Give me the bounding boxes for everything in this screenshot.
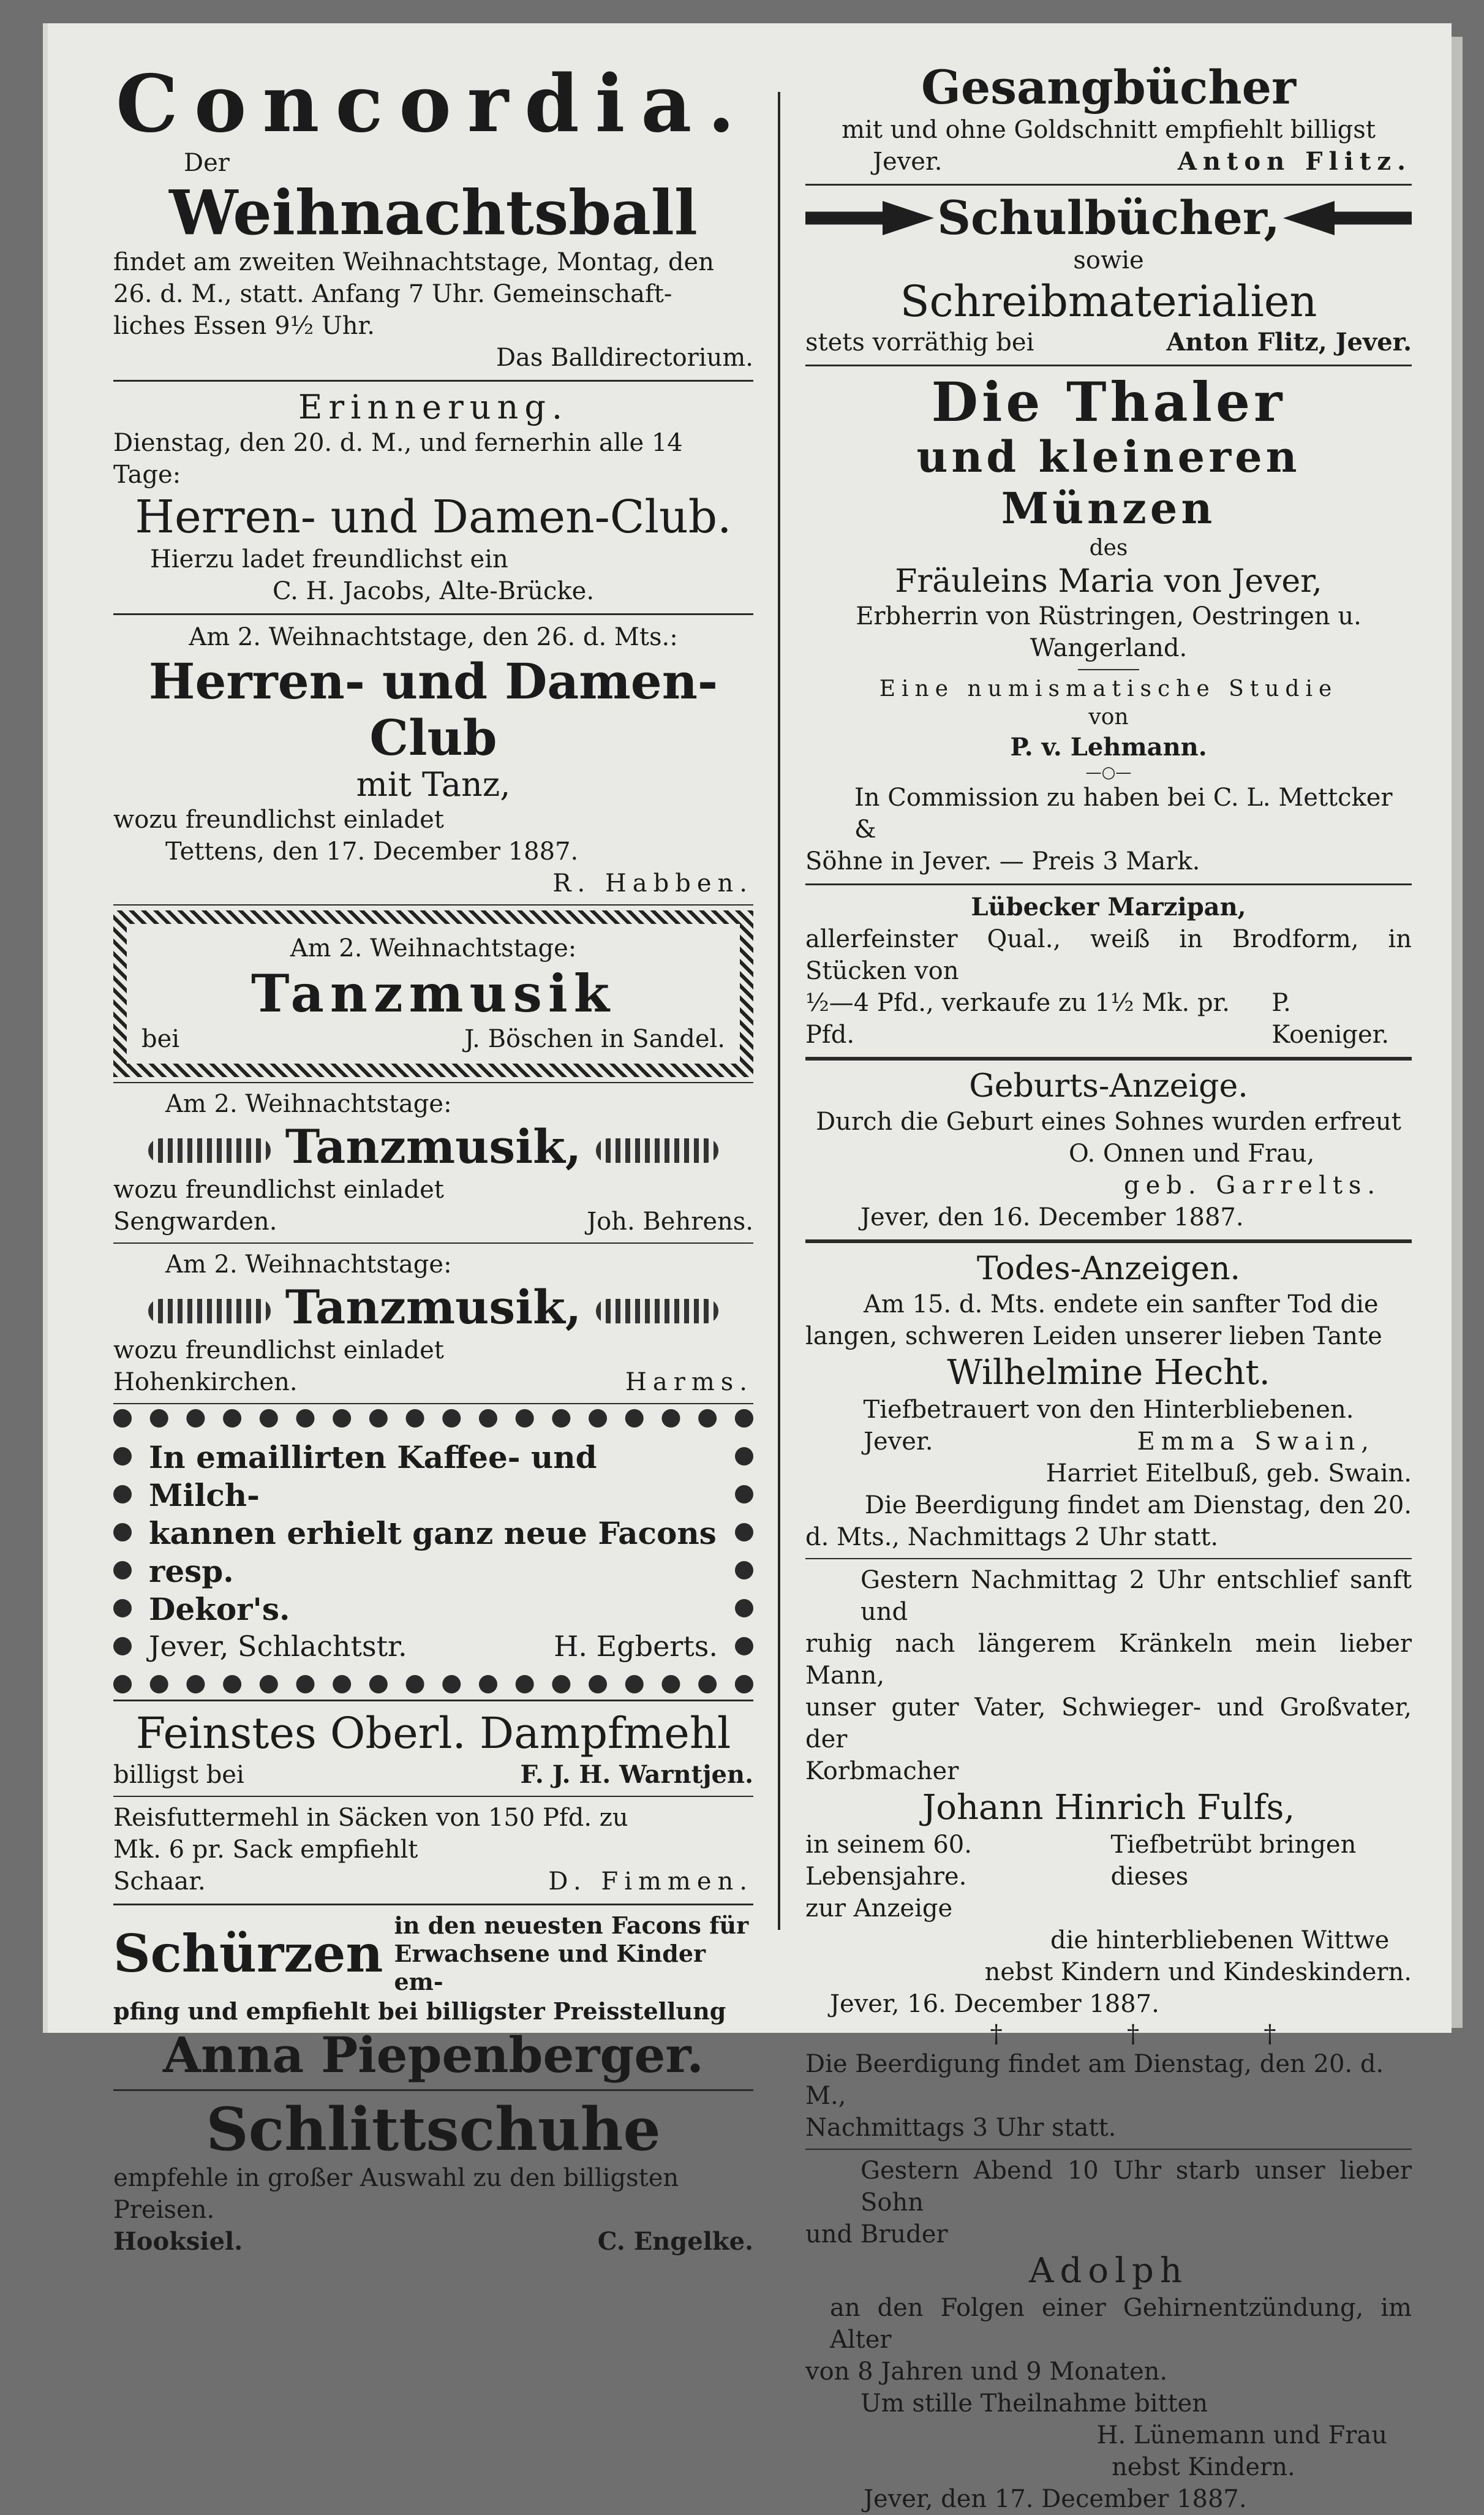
ad-hecht: [805, 1249, 1412, 1553]
divider: [113, 1082, 753, 1083]
schuerzen-line1: in den neuesten Facons für: [394, 1912, 749, 1939]
fulfs-line8: nebst Kindern und Kindeskindern.: [984, 1958, 1412, 1986]
concordia-title: Concordia.: [116, 58, 751, 150]
ad-egberts: [113, 1409, 753, 1693]
pointing-hand-left-icon: [1283, 197, 1412, 240]
divider: [805, 1558, 1412, 1559]
gesangbuecher-headline: Gesangbücher: [921, 60, 1296, 115]
hohenkirchen-signature: Harms.: [625, 1368, 753, 1396]
ad-schlittschuhe: [113, 2097, 753, 2258]
sandel-bei: bei: [141, 1025, 180, 1053]
ad-schuerzen: [113, 1912, 753, 2083]
hecht-name: Wilhelmine Hecht.: [947, 1353, 1270, 1393]
adolph-line4: von 8 Jahren und 9 Monaten.: [805, 2358, 1168, 2386]
erinnerung-signature: C. H. Jacobs, Alte-Brücke.: [272, 577, 595, 605]
divider: [113, 904, 753, 906]
divider: [113, 1700, 753, 1701]
egberts-line2: kannen erhielt ganz neue Facons resp.: [149, 1515, 717, 1589]
marzipan-line2: ½—4 Pfd., verkaufe zu 1½ Mk. pr. Pfd.: [805, 989, 1230, 1049]
short-rule: [1078, 669, 1139, 670]
adolph-line5: Um stille Theilnahme bitten: [861, 2389, 1208, 2418]
divider: [113, 1904, 753, 1905]
concordia-line1: findet am zweiten Weihnachtstage, Montag, den: [113, 248, 714, 276]
concordia-line2: 26. d. M., statt. Anfang 7 Uhr. Gemeinschaft-: [113, 280, 672, 308]
schuerzen-big: Schürzen: [113, 1923, 383, 1984]
cross-icon: †: [990, 2020, 1003, 2048]
sengwarden-signature: Joh. Behrens.: [587, 1208, 753, 1236]
fimmen-place: Schaar.: [113, 1867, 206, 1896]
hecht-place: Jever.: [864, 1428, 933, 1456]
divider: [113, 1242, 753, 1244]
schulbuecher-headline2: Schreibmaterialien: [900, 276, 1317, 327]
marzipan-line1: allerfeinster Qual., weiß in Brodform, in Stücken von: [805, 925, 1412, 985]
thaler-line1: Erbherrin von Rüstringen, Oestringen u. Wangerland.: [856, 602, 1362, 662]
left-column: [113, 58, 753, 2258]
divider: [113, 2089, 753, 2091]
ornament-left-icon: [148, 1138, 271, 1163]
fulfs-line2: ruhig nach längerem Kränkeln mein lieber Mann,: [805, 1630, 1412, 1690]
erinnerung-headline: Herren- und Damen-Club.: [135, 491, 732, 543]
divider: [113, 613, 753, 615]
geburt-place: Jever, den 16. December 1887.: [861, 1203, 1244, 1231]
divider: [805, 184, 1412, 186]
schuerzen-signature: Anna Piepenberger.: [162, 2026, 704, 2084]
adolph-line1: Gestern Abend 10 Uhr starb unser lieber Sohn: [861, 2157, 1412, 2217]
marzipan-headline: Lübecker Marzipan,: [971, 893, 1246, 921]
fulfs-line10: Nachmittags 3 Uhr statt.: [805, 2114, 1117, 2142]
tettens-sub: mit Tanz,: [356, 765, 511, 804]
geburt-line3: geb. Garrelts.: [1124, 1171, 1382, 1200]
fulfs-line4: Korbmacher: [805, 1757, 959, 1785]
fimmen-line1: Reisfuttermehl in Säcken von 150 Pfd. zu: [113, 1804, 628, 1832]
divider: [113, 1403, 753, 1404]
ad-fulfs: [805, 1564, 1412, 2144]
ad-concordia: [113, 58, 753, 374]
ad-gesangbuecher: [805, 61, 1412, 178]
divider: [805, 2149, 1412, 2150]
schlittschuhe-line1: empfehle in großer Auswahl zu den billigsten Preisen.: [113, 2164, 679, 2224]
egberts-line3: Dekor's.: [149, 1591, 290, 1627]
egberts-line1: In emaillirten Kaffee- und Milch-: [149, 1439, 597, 1513]
ad-hohenkirchen: [113, 1249, 753, 1398]
sandel-signature: J. Böschen in Sandel.: [464, 1025, 725, 1053]
sengwarden-headline: Tanzmusik,: [285, 1119, 582, 1174]
dampfmehl-signature: F. J. H. Warntjen.: [520, 1760, 753, 1789]
schulbuecher-signature: Anton Flitz, Jever.: [1166, 328, 1412, 357]
thaler-line2: Eine numismatische Studie: [879, 676, 1338, 702]
ornament-icon: —○—: [1085, 763, 1132, 782]
ornament-right-icon: [596, 1299, 718, 1323]
tettens-signature: R. Habben.: [552, 869, 753, 898]
sandel-headline: Tanzmusik: [250, 963, 616, 1024]
page-edge: [1452, 37, 1463, 2028]
erinnerung-line2: Hierzu ladet freundlichst ein: [150, 545, 508, 573]
adolph-line6: H. Lünemann und Frau: [1096, 2421, 1387, 2449]
tettens-place: Tettens, den 17. December 1887.: [165, 838, 579, 866]
ad-fimmen: [113, 1802, 753, 1897]
hecht-sig1: Emma Swain,: [1137, 1428, 1375, 1456]
fulfs-line6: zur Anzeige: [805, 1894, 953, 1923]
thaler-h1: Die Thaler: [931, 370, 1286, 434]
hecht-sig2: Harriet Eitelbuß, geb. Swain.: [1045, 1459, 1412, 1488]
adolph-line2: und Bruder: [805, 2220, 948, 2248]
hecht-line3: Tiefbetrauert von den Hinterbliebenen.: [863, 1396, 1354, 1424]
tettens-headline: Herren- und Damen-Club: [148, 652, 718, 766]
egberts-place: Jever, Schlachtstr.: [149, 1630, 407, 1663]
hecht-line2: langen, schweren Leiden unserer lieben Tante: [805, 1322, 1382, 1350]
fimmen-signature: D. Fimmen.: [548, 1867, 753, 1896]
hohenkirchen-line2: wozu freundlichst einladet: [113, 1336, 444, 1364]
concordia-signature: Das Balldirectorium.: [495, 344, 753, 372]
erinnerung-line1: Dienstag, den 20. d. M., und fernerhin alle 14 Tage:: [113, 429, 683, 489]
divider: [805, 1239, 1412, 1243]
erinnerung-title: Erinnerung.: [298, 388, 569, 426]
fulfs-name: Johann Hinrich Fulfs,: [922, 1788, 1295, 1828]
cross-icon: †: [1264, 2020, 1276, 2048]
fulfs-line5b: Tiefbetrübt bringen dieses: [1110, 1831, 1357, 1891]
ad-sengwarden: [113, 1088, 753, 1238]
ad-geburt: [805, 1067, 1412, 1233]
geburt-line2: O. Onnen und Frau,: [1069, 1140, 1315, 1168]
schuerzen-line2: Erwachsene und Kinder em-: [394, 1940, 706, 1995]
right-column: [805, 61, 1412, 2515]
geburt-headline: Geburts-Anzeige.: [969, 1068, 1248, 1105]
fulfs-line5: in seinem 60. Lebensjahre.: [805, 1831, 972, 1891]
schlittschuhe-headline: Schlittschuhe: [206, 2095, 661, 2164]
dampfmehl-line1: billigst bei: [113, 1761, 244, 1789]
ad-tettens: [113, 621, 753, 899]
fulfs-line7: die hinterbliebenen Wittwe: [1050, 1926, 1390, 1954]
column-divider: [778, 92, 780, 1930]
schuerzen-line3: pfing und empfiehlt bei billigster Preisstellung: [113, 1997, 726, 2025]
ad-dampfmehl: [113, 1708, 753, 1791]
thaler-des: des: [1089, 535, 1128, 561]
fulfs-place: Jever, 16. December 1887.: [830, 1990, 1159, 2018]
thaler-author: P. v. Lehmann.: [1010, 733, 1207, 762]
hecht-line1: Am 15. d. Mts. endete ein sanfter Tod die: [864, 1290, 1379, 1318]
tettens-line1: Am 2. Weihnachtstage, den 26. d. Mts.:: [189, 623, 678, 651]
ad-sandel: [113, 910, 753, 1077]
ornament-right-icon: [596, 1138, 718, 1163]
ad-marzipan: [805, 891, 1412, 1051]
divider: [805, 883, 1412, 885]
schulbuecher-headline: Schulbücher,: [937, 191, 1280, 245]
adolph-place: Jever, den 17. December 1887.: [864, 2485, 1247, 2513]
divider: [805, 365, 1412, 366]
hohenkirchen-line1: Am 2. Weihnachtstage:: [165, 1250, 452, 1279]
dampfmehl-headline: Feinstes Oberl. Dampfmehl: [135, 1708, 731, 1758]
ornament-left-icon: [148, 1299, 271, 1323]
sengwarden-line1: Am 2. Weihnachtstage:: [165, 1090, 452, 1118]
divider: [805, 1057, 1412, 1061]
hohenkirchen-headline: Tanzmusik,: [285, 1280, 582, 1334]
tettens-line2: wozu freundlichst einladet: [113, 806, 444, 834]
hecht-line4: Die Beerdigung findet am Dienstag, den 20.: [864, 1491, 1412, 1519]
ad-erinnerung: [113, 388, 753, 607]
thaler-h2: und kleineren Münzen: [916, 431, 1301, 534]
fulfs-line3: unser guter Vater, Schwieger- und Großvater, der: [805, 1693, 1412, 1753]
fimmen-line2: Mk. 6 pr. Sack empfiehlt: [113, 1836, 418, 1864]
gesangbuecher-place: Jever.: [873, 148, 943, 176]
ad-schulbuecher: [805, 192, 1412, 358]
fulfs-line1: Gestern Nachmittag 2 Uhr entschlief sanft und: [861, 1566, 1412, 1626]
cross-icon: †: [1126, 2020, 1139, 2048]
divider: [113, 1796, 753, 1797]
thaler-line4: Söhne in Jever. — Preis 3 Mark.: [805, 847, 1200, 876]
hecht-headline: Todes-Anzeigen.: [976, 1250, 1241, 1287]
concordia-der: Der: [184, 149, 230, 177]
ad-thaler: [805, 370, 1412, 877]
geburt-line1: Durch die Geburt eines Sohnes wurden erfreut: [816, 1108, 1401, 1136]
pointing-hand-right-icon: [805, 197, 934, 240]
hecht-line5: d. Mts., Nachmittags 2 Uhr statt.: [805, 1523, 1219, 1551]
thaler-von: von: [1088, 705, 1129, 730]
gesangbuecher-line1: mit und ohne Goldschnitt empfiehlt billigst: [842, 116, 1376, 144]
adolph-name: Adolph: [1029, 2251, 1188, 2291]
concordia-headline: Weihnachtsball: [169, 176, 698, 249]
ad-adolph: [805, 2155, 1412, 2515]
thaler-line3: In Commission zu haben bei C. L. Mettcker &: [854, 784, 1393, 844]
fulfs-line9: Die Beerdigung findet am Dienstag, den 20. d. M.,: [805, 2050, 1384, 2110]
schlittschuhe-signature: C. Engelke.: [597, 2227, 753, 2256]
sandel-line1: Am 2. Weihnachtstage:: [290, 934, 577, 963]
adolph-line3: an den Folgen einer Gehirnentzündung, im Alter: [830, 2294, 1412, 2354]
adolph-line7: nebst Kindern.: [1112, 2453, 1295, 2481]
egberts-signature: H. Egberts.: [554, 1630, 718, 1663]
hohenkirchen-place: Hohenkirchen.: [113, 1368, 298, 1396]
schulbuecher-sowie: sowie: [1073, 246, 1144, 274]
sengwarden-line2: wozu freundlichst einladet: [113, 1176, 444, 1204]
concordia-line3: liches Essen 9½ Uhr.: [113, 312, 375, 340]
schulbuecher-line1: stets vorräthig bei: [805, 328, 1034, 357]
schlittschuhe-place: Hooksiel.: [113, 2227, 243, 2256]
divider: [113, 380, 753, 382]
sengwarden-place: Sengwarden.: [113, 1208, 277, 1236]
thaler-h3: Fräuleins Maria von Jever,: [895, 563, 1322, 600]
marzipan-signature: P. Koeniger.: [1271, 989, 1390, 1049]
gesangbuecher-signature: Anton Flitz.: [1177, 147, 1412, 176]
